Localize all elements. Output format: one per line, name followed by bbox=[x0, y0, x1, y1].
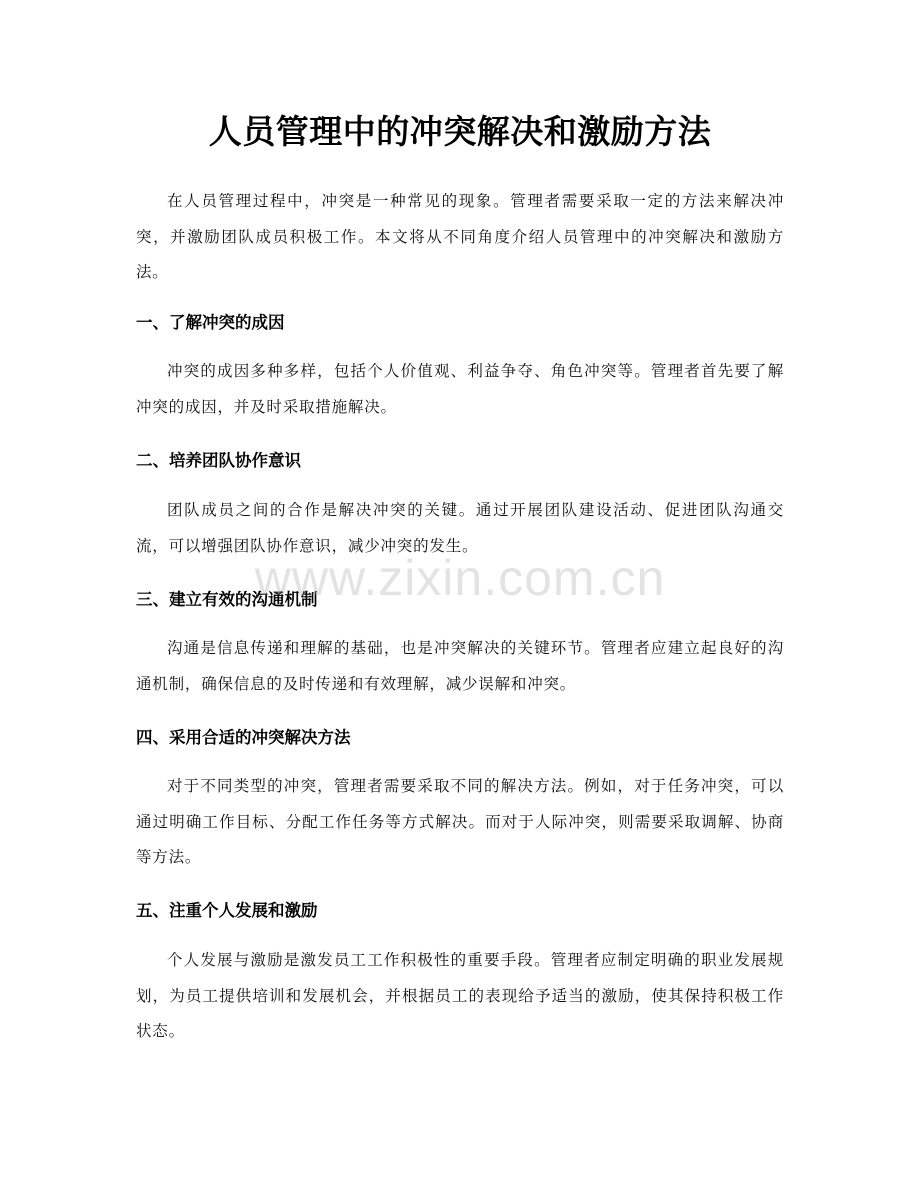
section-heading-1: 一、了解冲突的成因 bbox=[136, 313, 285, 332]
intro-paragraph: 在人员管理过程中，冲突是一种常见的现象。管理者需要采取一定的方法来解决冲突，并激励团队成员积极工作。本文将从不同角度介绍人员管理中的冲突解决和激励方法。 bbox=[136, 192, 784, 281]
section-heading-5: 五、注重个人发展和激励 bbox=[136, 901, 318, 920]
section-body-3: 沟通是信息传递和理解的基础，也是冲突解决的关键环节。管理者应建立起良好的沟通机制，确保信息的及时传递和有效理解，减少误解和冲突。 bbox=[136, 639, 784, 693]
section-heading-2: 二、培养团队协作意识 bbox=[136, 451, 301, 470]
section-heading-4: 四、采用合适的冲突解决方法 bbox=[136, 728, 351, 747]
section-heading-3: 三、建立有效的沟通机制 bbox=[136, 590, 318, 609]
section-body-1: 冲突的成因多种多样，包括个人价值观、利益争夺、角色冲突等。管理者首先要了解冲突的成因，并及时采取措施解决。 bbox=[136, 362, 784, 416]
section-body-2: 团队成员之间的合作是解决冲突的关键。通过开展团队建设活动、促进团队沟通交流，可以增强团队协作意识，减少冲突的发生。 bbox=[136, 501, 784, 555]
section-body-4: 对于不同类型的冲突，管理者需要采取不同的解决方法。例如，对于任务冲突，可以通过明确工作目标、分配工作任务等方式解决。而对于人际冲突，则需要采取调解、协商等方法。 bbox=[136, 777, 784, 866]
section-body-5: 个人发展与激励是激发员工工作积极性的重要手段。管理者应制定明确的职业发展规划，为员工提供培训和发展机会，并根据员工的表现给予适当的激励，使其保持积极工作状态。 bbox=[136, 951, 784, 1040]
document-title: 人员管理中的冲突解决和激励方法 bbox=[208, 112, 712, 151]
watermark: www.zixin.com.cn bbox=[254, 550, 666, 606]
